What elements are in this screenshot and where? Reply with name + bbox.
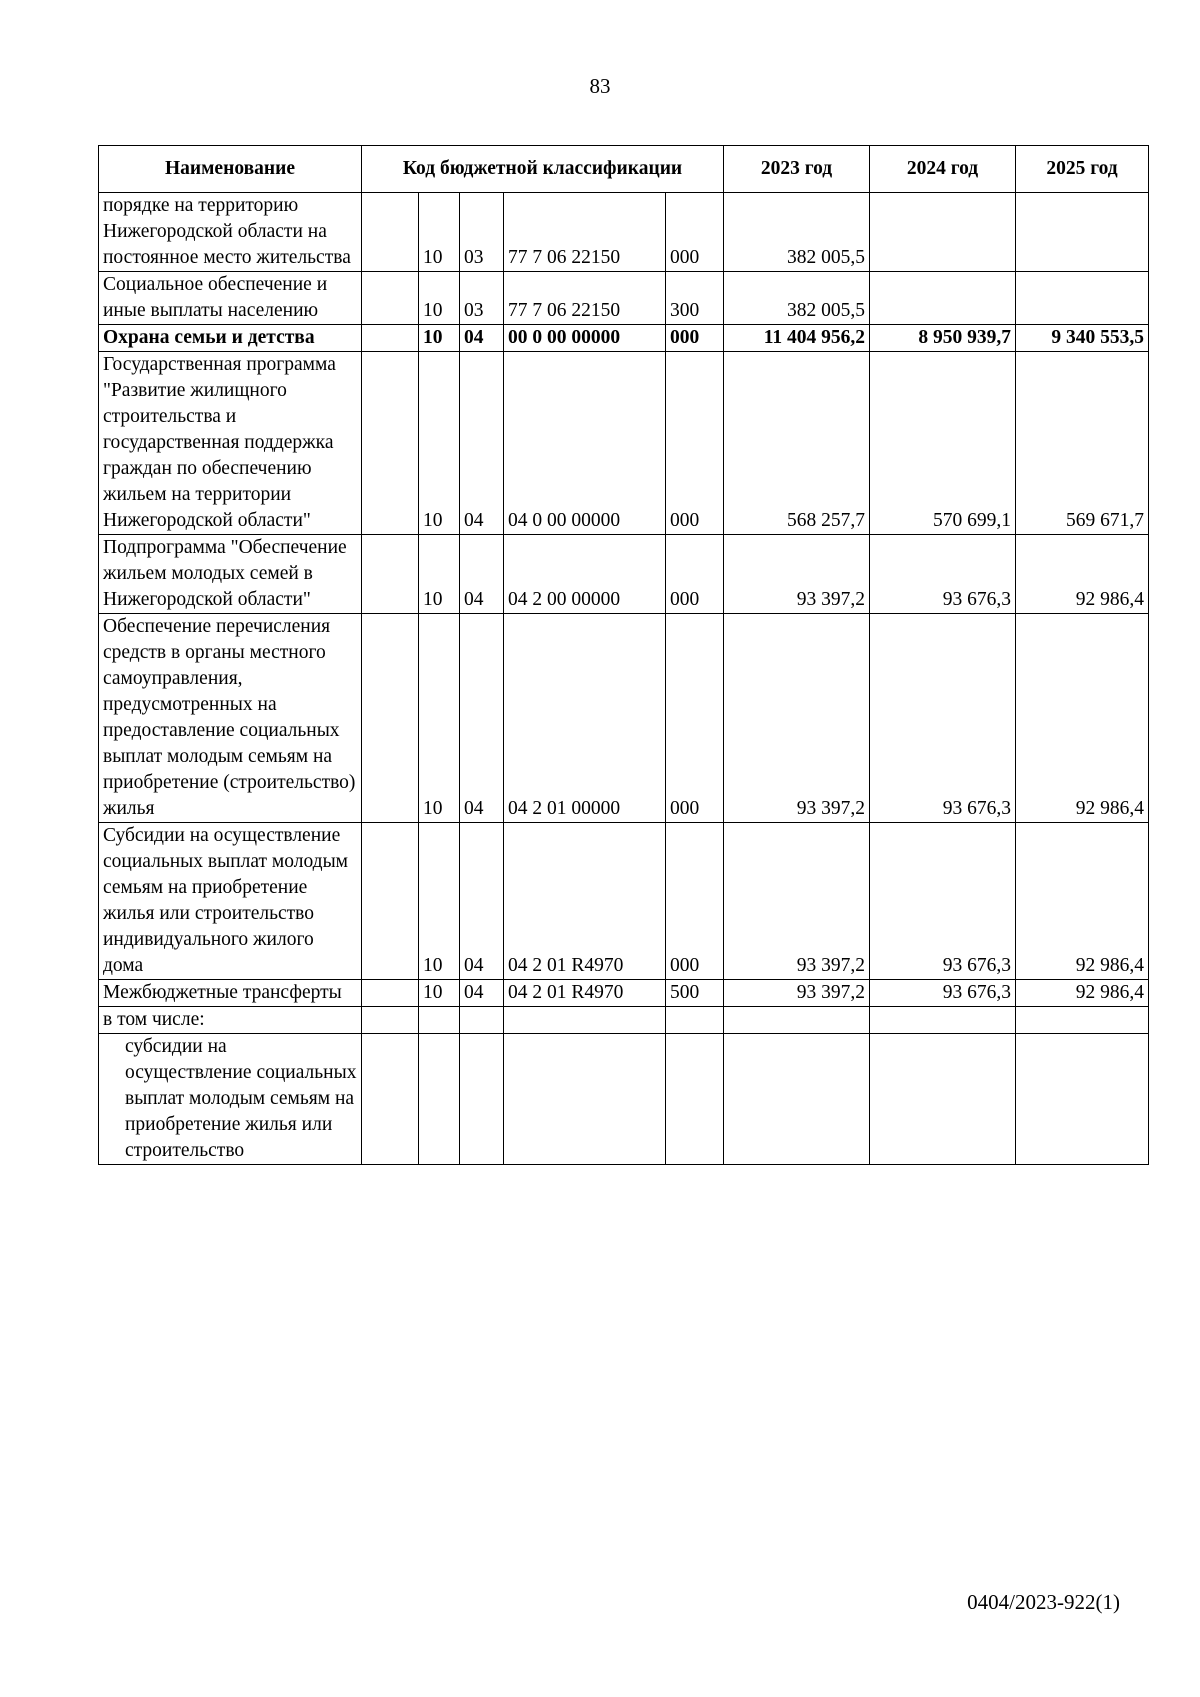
cell-subsection: 04 <box>460 823 504 980</box>
cell-2024 <box>870 193 1016 272</box>
cell-2025 <box>1016 1034 1149 1165</box>
cell-section: 10 <box>419 980 460 1007</box>
cell-subsection: 04 <box>460 980 504 1007</box>
cell-name: Социальное обеспечение и иные выплаты населению <box>99 272 362 325</box>
cell-target-article <box>504 1007 666 1034</box>
table-row <box>99 1007 1149 1034</box>
cell-2023: 382 005,5 <box>724 272 870 325</box>
cell-expense-type: 000 <box>666 823 724 980</box>
cell-name: Субсидии на осуществление социальных выплат молодым семьям на приобретение жилья или строительство индивидуального жилого дома <box>99 823 362 980</box>
cell-expense-type: 500 <box>666 980 724 1007</box>
cell-expense-type <box>666 1034 724 1165</box>
cell-2023 <box>724 1007 870 1034</box>
cell-target-article: 77 7 06 22150 <box>504 272 666 325</box>
table-row <box>99 325 1149 352</box>
cell-2025: 569 671,7 <box>1016 352 1149 535</box>
cell-name: Государственная программа "Развитие жилищного строительства и государственная поддержка граждан по обеспечению жильем на территории Нижегородской области" <box>99 352 362 535</box>
cell-2025: 92 986,4 <box>1016 535 1149 614</box>
cell-name: Межбюджетные трансферты <box>99 980 362 1007</box>
table-row <box>99 1034 1149 1165</box>
cell-2023: 568 257,7 <box>724 352 870 535</box>
table-row <box>99 823 1149 980</box>
cell-subsection: 04 <box>460 535 504 614</box>
cell-code-part-1 <box>362 352 419 535</box>
cell-section <box>419 1007 460 1034</box>
cell-2025: 92 986,4 <box>1016 980 1149 1007</box>
header-budget-code: Код бюджетной классификации <box>362 146 724 193</box>
header-2024: 2024 год <box>870 146 1016 193</box>
cell-target-article: 04 2 01 00000 <box>504 614 666 823</box>
cell-2024 <box>870 272 1016 325</box>
cell-2024: 93 676,3 <box>870 614 1016 823</box>
cell-section: 10 <box>419 535 460 614</box>
cell-code-part-1 <box>362 193 419 272</box>
table-body <box>99 193 1149 1165</box>
cell-name: Охрана семьи и детства <box>99 325 362 352</box>
cell-target-article: 04 2 00 00000 <box>504 535 666 614</box>
cell-2025 <box>1016 272 1149 325</box>
cell-2025 <box>1016 1007 1149 1034</box>
cell-subsection: 04 <box>460 325 504 352</box>
table-row <box>99 272 1149 325</box>
table-header-row <box>99 146 1149 193</box>
table-row <box>99 352 1149 535</box>
cell-2024: 8 950 939,7 <box>870 325 1016 352</box>
cell-expense-type: 000 <box>666 193 724 272</box>
cell-subsection: 04 <box>460 352 504 535</box>
cell-expense-type: 300 <box>666 272 724 325</box>
cell-section <box>419 1034 460 1165</box>
cell-2024: 93 676,3 <box>870 823 1016 980</box>
page-number: 83 <box>589 74 611 98</box>
cell-name: Обеспечение перечисления средств в органы местного самоуправления, предусмотренных на предоставление социальных выплат молодым семьям на приобретение (строительство) жилья <box>99 614 362 823</box>
cell-code-part-1 <box>362 614 419 823</box>
cell-2024: 570 699,1 <box>870 352 1016 535</box>
cell-expense-type: 000 <box>666 535 724 614</box>
cell-code-part-1 <box>362 1007 419 1034</box>
cell-section: 10 <box>419 352 460 535</box>
cell-target-article: 77 7 06 22150 <box>504 193 666 272</box>
cell-code-part-1 <box>362 272 419 325</box>
cell-subsection: 04 <box>460 614 504 823</box>
cell-2023: 93 397,2 <box>724 823 870 980</box>
cell-target-article: 04 2 01 R4970 <box>504 823 666 980</box>
cell-section: 10 <box>419 193 460 272</box>
cell-2023: 382 005,5 <box>724 193 870 272</box>
cell-name: порядке на территорию Нижегородской области на постоянное место жительства <box>99 193 362 272</box>
cell-name: в том числе: <box>99 1007 362 1034</box>
cell-2024: 93 676,3 <box>870 535 1016 614</box>
cell-expense-type: 000 <box>666 614 724 823</box>
cell-2023: 93 397,2 <box>724 980 870 1007</box>
cell-section: 10 <box>419 325 460 352</box>
cell-target-article: 00 0 00 00000 <box>504 325 666 352</box>
cell-code-part-1 <box>362 980 419 1007</box>
document-code: 0404/2023-922(1) <box>967 1590 1120 1614</box>
cell-expense-type: 000 <box>666 352 724 535</box>
cell-2023: 93 397,2 <box>724 614 870 823</box>
cell-code-part-1 <box>362 325 419 352</box>
cell-2025: 9 340 553,5 <box>1016 325 1149 352</box>
cell-section: 10 <box>419 614 460 823</box>
cell-2023: 93 397,2 <box>724 535 870 614</box>
cell-subsection <box>460 1007 504 1034</box>
cell-name: Подпрограмма "Обеспечение жильем молодых семей в Нижегородской области" <box>99 535 362 614</box>
table-row <box>99 614 1149 823</box>
cell-2024: 93 676,3 <box>870 980 1016 1007</box>
cell-code-part-1 <box>362 535 419 614</box>
cell-expense-type <box>666 1007 724 1034</box>
table-row <box>99 193 1149 272</box>
cell-code-part-1 <box>362 1034 419 1165</box>
header-2025: 2025 год <box>1016 146 1149 193</box>
cell-2025: 92 986,4 <box>1016 614 1149 823</box>
cell-target-article: 04 0 00 00000 <box>504 352 666 535</box>
cell-subsection: 03 <box>460 272 504 325</box>
table-row <box>99 980 1149 1007</box>
header-2023: 2023 год <box>724 146 870 193</box>
cell-2025: 92 986,4 <box>1016 823 1149 980</box>
header-name: Наименование <box>99 146 362 193</box>
cell-code-part-1 <box>362 823 419 980</box>
budget-table <box>98 145 1149 1165</box>
cell-expense-type: 000 <box>666 325 724 352</box>
cell-target-article <box>504 1034 666 1165</box>
cell-2024 <box>870 1034 1016 1165</box>
cell-2023: 11 404 956,2 <box>724 325 870 352</box>
cell-subsection <box>460 1034 504 1165</box>
cell-target-article: 04 2 01 R4970 <box>504 980 666 1007</box>
cell-2024 <box>870 1007 1016 1034</box>
cell-2023 <box>724 1034 870 1165</box>
table-row <box>99 535 1149 614</box>
cell-name: субсидии на осуществление социальных выплат молодым семьям на приобретение жилья или строительство <box>99 1034 362 1165</box>
cell-section: 10 <box>419 823 460 980</box>
cell-subsection: 03 <box>460 193 504 272</box>
cell-section: 10 <box>419 272 460 325</box>
cell-2025 <box>1016 193 1149 272</box>
